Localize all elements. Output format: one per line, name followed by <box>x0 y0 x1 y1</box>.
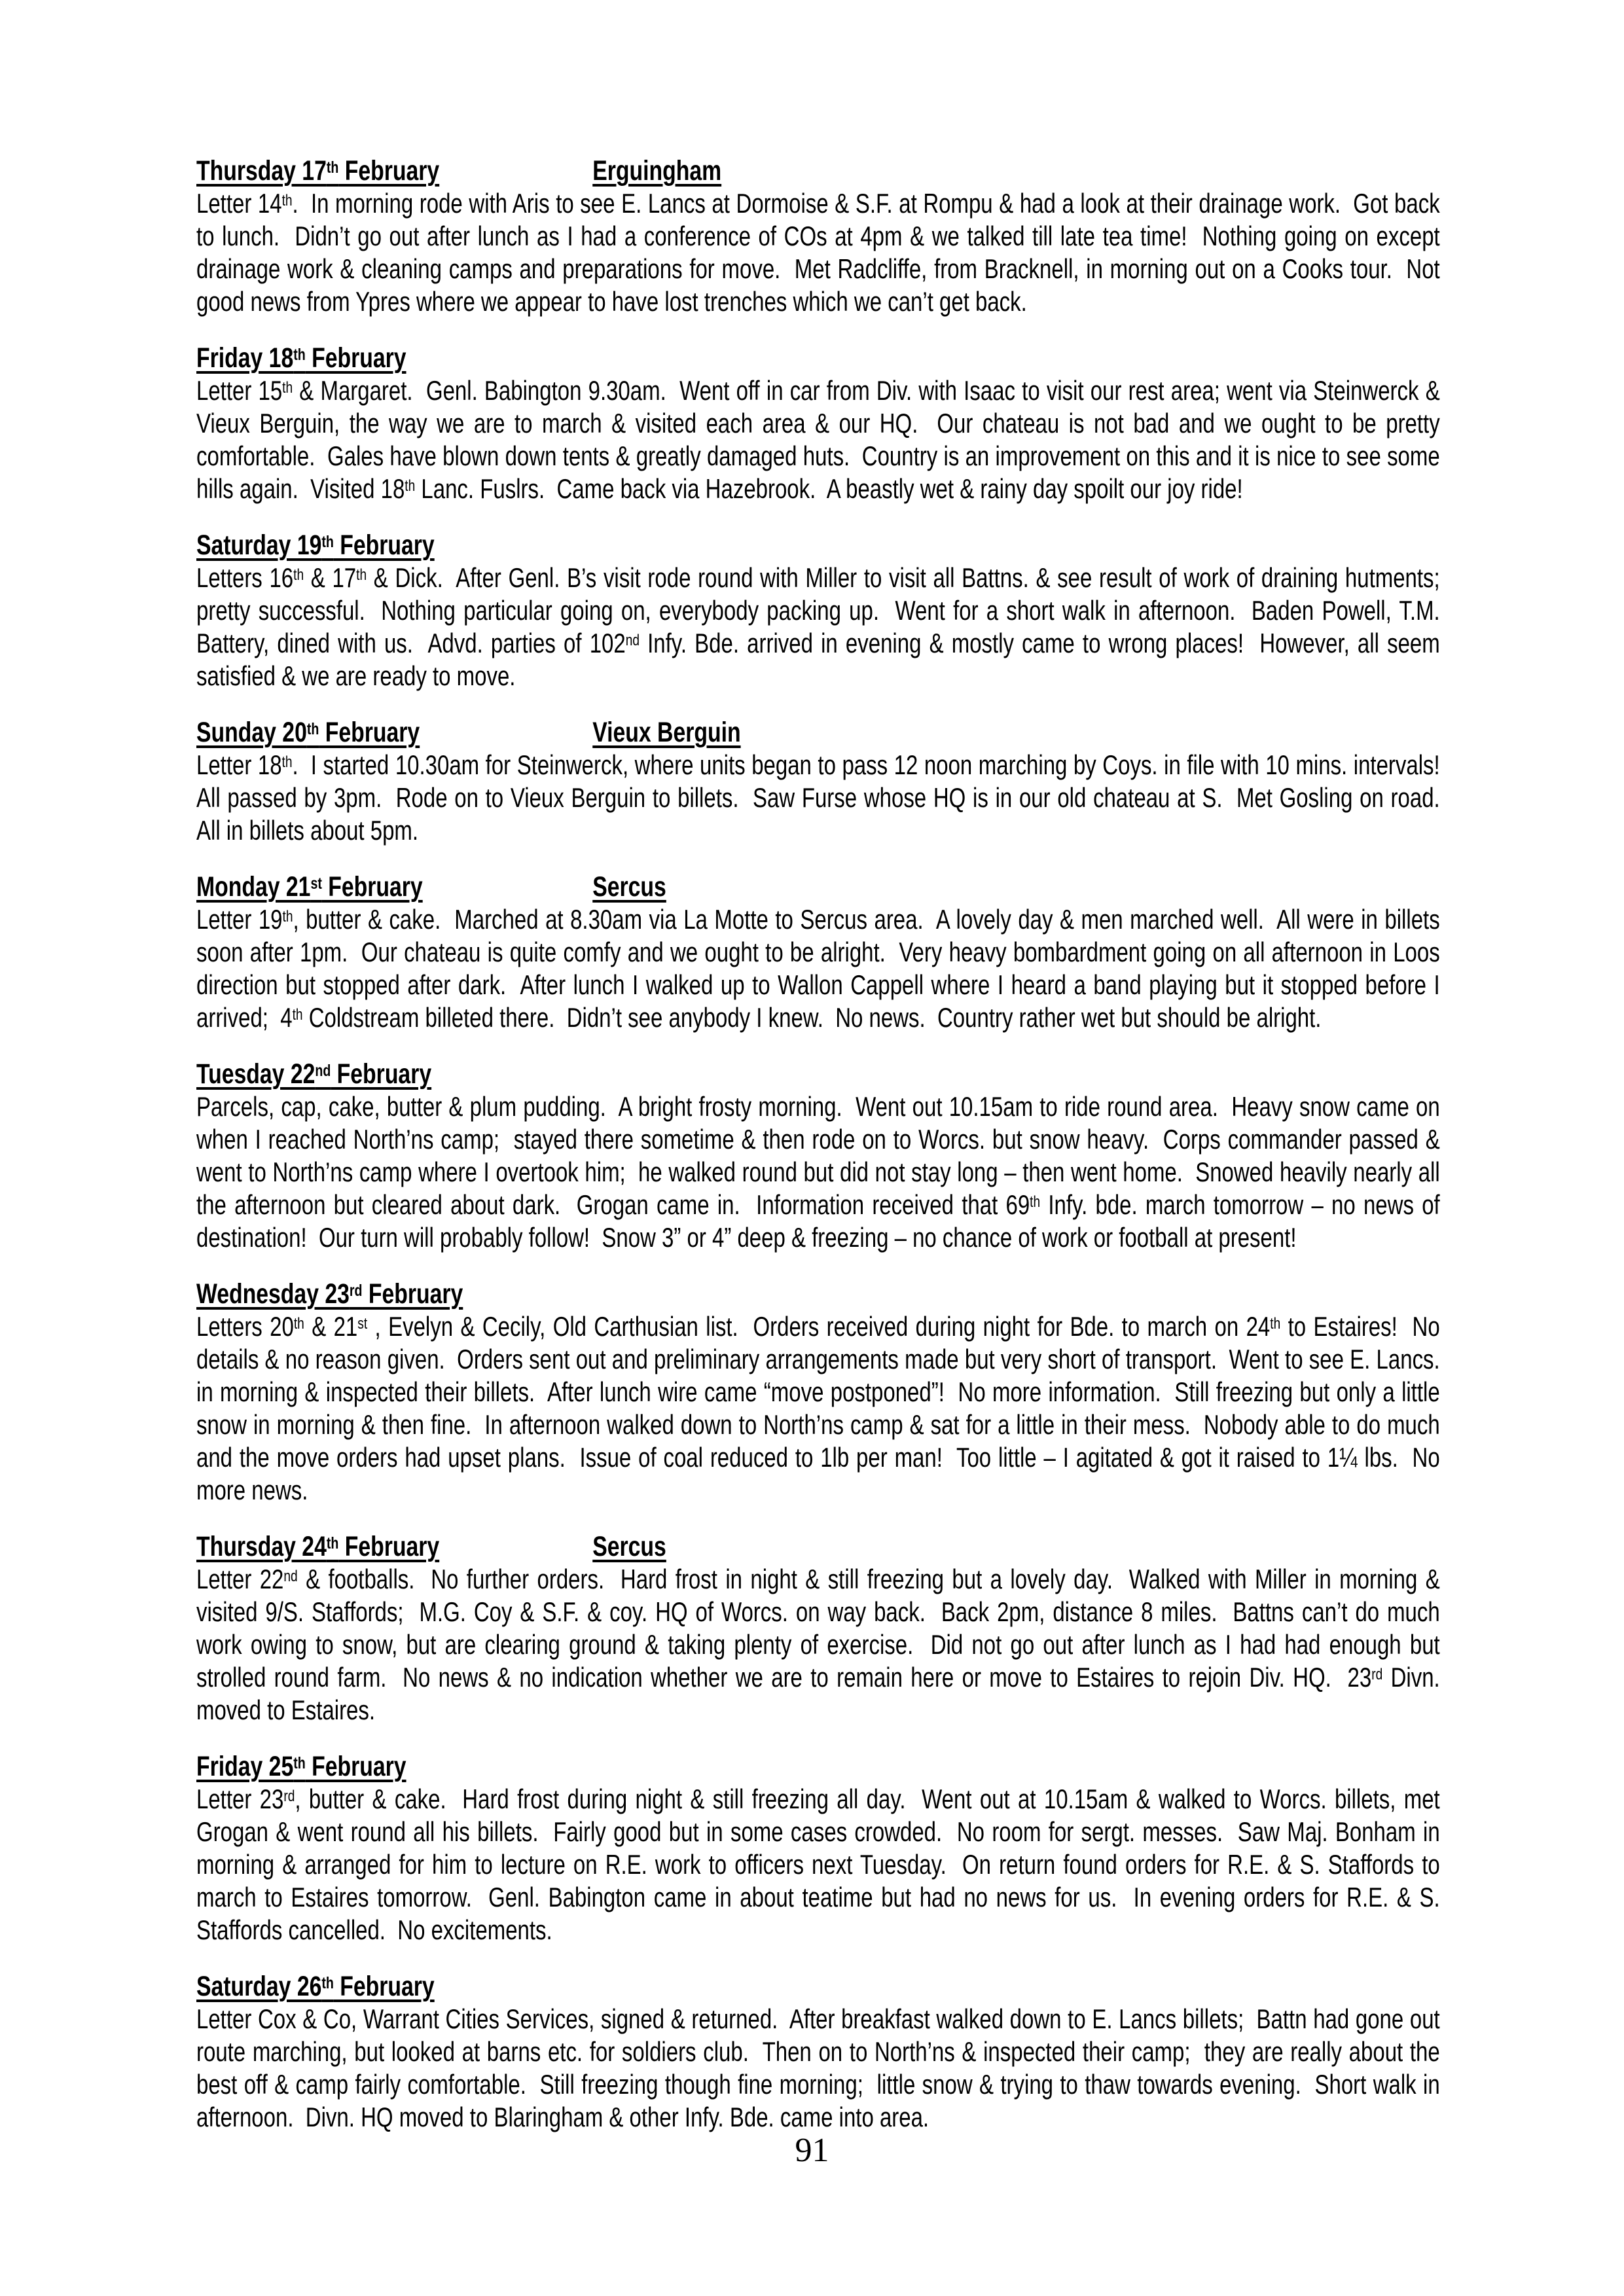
entry-date: Saturday 26th February <box>196 1971 435 2002</box>
entry-heading <box>196 342 1440 374</box>
entry-body: Letters 16th & 17th & Dick. After Genl. B’s visit rode round with Miller to visit all Battns. & see result of work of draining hutments; pretty successful. Nothing particular going on, everybody packing up. Went for a short walk in afternoon. Baden Powell, T.M. Battery, dined with us. Advd. parties of 102nd Infy. Bde. arrived in evening & mostly came to wrong places! However, all seem satisfied & we are ready to move. <box>196 562 1446 691</box>
entry-heading <box>196 870 1440 903</box>
entry-location: Sercus <box>592 1531 666 1562</box>
diary-entry <box>196 1530 1446 1727</box>
diary-entry <box>196 154 1446 318</box>
diary-entry <box>196 1058 1446 1254</box>
entry-date: Saturday 19th February <box>196 529 435 561</box>
entry-date: Thursday 24th February <box>196 1531 440 1562</box>
entry-location: Erguingham <box>592 155 722 187</box>
diary-entries <box>196 154 1453 2134</box>
entry-date: Friday 25th February <box>196 1751 406 1782</box>
entry-date: Monday 21st February <box>196 871 423 903</box>
entry-body: Letter 19th, butter & cake. Marched at 8.30am via La Motte to Sercus area. A lovely day & men marched well. All were in billets soon after 1pm. Our chateau is quite comfy and we ought to be alright. Very heavy bombardment going on all afternoon in Loos direction but stopped after dark. After lunch I walked up to Wallon Cappell where I heard a band playing but it stopped before I arrived; 4th Coldstream billeted there. Didn’t see anybody I knew. No news. Country rather wet but should be alright. <box>196 904 1446 1033</box>
entry-location: Vieux Berguin <box>592 717 741 748</box>
entry-heading <box>196 529 1440 562</box>
entry-date: Sunday 20th February <box>196 717 420 748</box>
entry-heading <box>196 1750 1440 1783</box>
entry-body: Letter 14th. In morning rode with Aris to see E. Lancs at Dormoise & S.F. at Rompu & had a look at their drainage work. Got back to lunch. Didn’t go out after lunch as I had a conference of COs at 4pm & we talked till late tea time! Nothing going on except drainage work & cleaning camps and preparations for move. Met Radcliffe, from Bracknell, in morning out on a Cooks tour. Not good news from Ypres where we appear to have lost trenches which we can’t get back. <box>196 188 1446 317</box>
entry-date: Tuesday 22nd February <box>196 1058 432 1090</box>
diary-entry <box>196 342 1446 505</box>
diary-entry <box>196 1278 1446 1507</box>
entry-date: Thursday 17th February <box>196 155 440 187</box>
diary-entry <box>196 870 1446 1034</box>
entry-body: Letter 22nd & footballs. No further orders. Hard frost in night & still freezing but a lovely day. Walked with Miller in morning & visited 9/S. Staffords; M.G. Coy & S.F. & coy. HQ of Worcs. on way back. Back 2pm, distance 8 miles. Battns can’t do much work owing to snow, but are clearing ground & taking plenty of exercise. Did not go out after lunch as I had had enough but strolled round farm. No news & no indication whether we are to remain here or move to Estaires to rejoin Div. HQ. 23rd Divn. moved to Estaires. <box>196 1564 1446 1725</box>
entry-body: Letter 15th & Margaret. Genl. Babington 9.30am. Went off in car from Div. with Isaac to visit our rest area; went via Steinwerck & Vieux Berguin, the way we are to march & visited each area & our HQ. Our chateau is not bad and we ought to be pretty comfortable. Gales have blown down tents & greatly damaged huts. Country is an improvement on this and it is nice to see some hills again. Visited 18th Lanc. Fuslrs. Came back via Hazebrook. A beastly wet & rainy day spoilt our joy ride! <box>196 375 1446 504</box>
entry-heading <box>196 1530 1440 1563</box>
entry-heading <box>196 716 1440 749</box>
entry-body: Letter Cox & Co, Warrant Cities Services, signed & returned. After breakfast walked down to E. Lancs billets; Battn had gone out route marching, but looked at barns etc. for soldiers club. Then on to North’ns & inspected their camp; they are really about the best off & camp fairly comfortable. Still freezing though fine morning; little snow & trying to thaw towards evening. Short walk in afternoon. Divn. HQ moved to Blaringham & other Infy. Bde. came into area. <box>196 2003 1446 2132</box>
entry-body: Letters 20th & 21st , Evelyn & Cecily, Old Carthusian list. Orders received during night for Bde. to march on 24th to Estaires! No details & no reason given. Orders sent out and preliminary arrangements made but very short of transport. Went to see E. Lancs. in morning & inspected their billets. After lunch wire came “move postponed”! No more information. Still freezing but only a little snow in morning & then fine. In afternoon walked down to North’ns camp & sat for a little in their mess. Nobody able to do much and the move orders had upset plans. Issue of coal reduced to 1lb per man! Too little – I agitated & got it raised to 1¼ lbs. No more news. <box>196 1311 1446 1505</box>
entry-location: Sercus <box>592 871 666 903</box>
entry-body: Parcels, cap, cake, butter & plum pudding. A bright frosty morning. Went out 10.15am to ride round area. Heavy snow came on when I reached North’ns camp; stayed there sometime & then rode on to Worcs. but snow heavy. Corps commander passed & went to North’ns camp where I overtook him; he walked round but did not stay long – then went home. Snowed heavily nearly all the afternoon but cleared about dark. Grogan came in. Information received that 69th Infy. bde. march tomorrow – no news of destination! Our turn will probably follow! Snow 3” or 4” deep & freezing – no chance of work or football at present! <box>196 1091 1446 1253</box>
entry-heading <box>196 1058 1440 1090</box>
entry-date: Friday 18th February <box>196 342 406 374</box>
diary-entry <box>196 1970 1446 2134</box>
entry-body: Letter 18th. I started 10.30am for Steinwerck, where units began to pass 12 noon marching by Coys. in file with 10 mins. intervals! All passed by 3pm. Rode on to Vieux Berguin to billets. Saw Furse whose HQ is in our old chateau at S. Met Gosling on road. All in billets about 5pm. <box>196 749 1453 846</box>
entry-heading <box>196 1970 1440 2003</box>
diary-entry <box>196 1750 1446 1946</box>
diary-entry <box>196 716 1453 847</box>
entry-heading <box>196 154 1440 187</box>
diary-entry <box>196 529 1446 692</box>
entry-body: Letter 23rd, butter & cake. Hard frost during night & still freezing all day. Went out at 10.15am & walked to Worcs. billets, met Grogan & went round all his billets. Fairly good but in some cases crowded. No room for sergt. messes. Saw Maj. Bonham in morning & arranged for him to lecture on R.E. work to officers next Tuesday. On return found orders for R.E. & S. Staffords to march to Estaires tomorrow. Genl. Babington came in about teatime but had no news for us. In evening orders for R.E. & S. Staffords cancelled. No excitements. <box>196 1784 1446 1945</box>
page-number: 91 <box>795 2132 829 2169</box>
entry-date: Wednesday 23rd February <box>196 1278 463 1310</box>
entry-heading <box>196 1278 1440 1310</box>
